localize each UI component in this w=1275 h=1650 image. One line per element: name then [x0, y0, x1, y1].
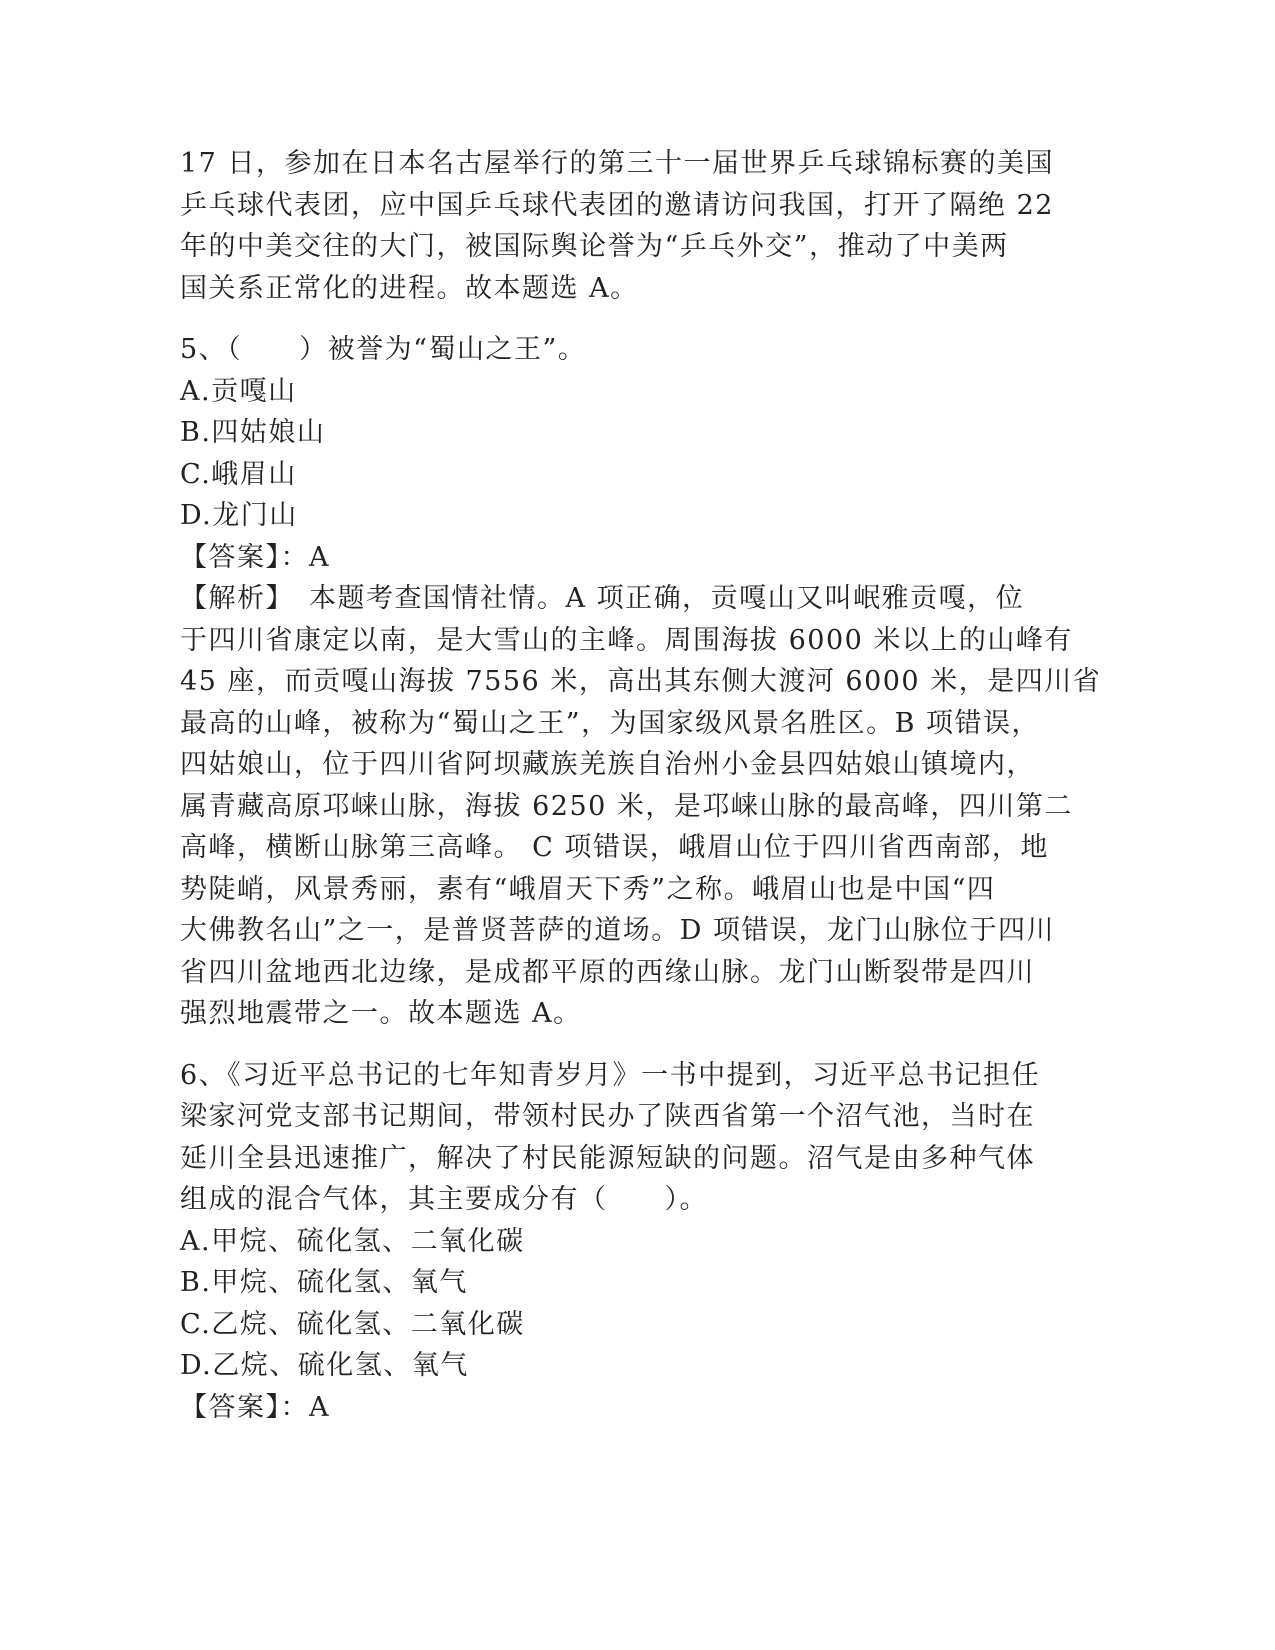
question-6: [180, 1055, 1050, 1429]
analysis-line: 属青藏高原邛崃山脉，海拔 6250 米，是邛崃山脉的最高峰，四川第二: [180, 790, 1073, 822]
analysis-line: 45 座，而贡嘎山海拔 7556 米，高出其东侧大渡河 6000 米，是四川省: [180, 666, 1102, 697]
option-c: C.乙烷、硫化氢、二氧化碳: [180, 1308, 525, 1340]
analysis-line: 【解析】 本题考查国情社情。A 项正确，贡嘎山又叫岷雅贡嘎，位: [180, 583, 1025, 614]
option-a: A.甲烷、硫化氢、二氧化碳: [180, 1225, 525, 1257]
analysis-line: 省四川盆地西北边缘，是成都平原的西缘山脉。龙门山断裂带是四川: [180, 956, 1035, 988]
intro-paragraph: [180, 143, 1054, 309]
spacer: [180, 309, 1050, 329]
question-5: [180, 329, 1102, 1035]
analysis-line: 最高的山峰，被称为“蜀山之王”，为国家级风景名胜区。B 项错误，: [180, 707, 1041, 739]
analysis-line: 势陡峭，风景秀丽，素有“峨眉天下秀”之称。峨眉山也是中国“四: [180, 873, 996, 905]
analysis-line: 四姑娘山，位于四川省阿坝藏族羌族自治州小金县四姑娘山镇境内，: [180, 749, 1035, 780]
option-b: B.四姑娘山: [180, 417, 326, 448]
text-line: 国关系正常化的进程。故本题选 A。: [180, 272, 639, 304]
answer-line: 【答案】：A: [180, 1391, 330, 1423]
option-a: A.贡嘎山: [180, 375, 297, 407]
question-stem: 组成的混合气体，其主要成分有（ ）。: [180, 1184, 708, 1215]
spacer: [180, 1035, 1050, 1055]
answer-line: 【答案】：A: [180, 541, 330, 573]
analysis-line: 强烈地震带之一。故本题选 A。: [180, 998, 582, 1029]
text-line: 17 日，参加在日本名古屋举行的第三十一届世界乒乓球锦标赛的美国: [180, 148, 1054, 179]
option-c: C.峨眉山: [180, 458, 297, 490]
question-stem: 5、（ ）被誉为“蜀山之王”。: [180, 334, 587, 365]
question-stem: 6、《习近平总书记的七年知青岁月》一书中提到，习近平总书记担任: [180, 1059, 1041, 1091]
option-d: D.龙门山: [180, 500, 298, 531]
text-line: 乒乓球代表团，应中国乒乓球代表团的邀请访问我国，打开了隔绝 22: [180, 189, 1054, 221]
text-line: 年的中美交往的大门，被国际舆论誉为“乒乓外交”，推动了中美两: [180, 231, 1009, 262]
question-stem: 延川全县迅速推广，解决了村民能源短缺的问题。沼气是由多种气体: [180, 1142, 1035, 1174]
analysis-line: 于四川省康定以南，是大雪山的主峰。周围海拔 6000 米以上的山峰有: [180, 624, 1073, 656]
question-stem: 梁家河党支部书记期间，带领村民办了陕西省第一个沼气池，当时在: [180, 1101, 1035, 1132]
analysis-line: 大佛教名山”之一，是普贤菩萨的道场。D 项错误，龙门山脉位于四川: [180, 915, 1056, 946]
option-d: D.乙烷、硫化氢、氧气: [180, 1350, 469, 1381]
analysis-line: 高峰，横断山脉第三高峰。 C 项错误，峨眉山位于四川省西南部，地: [180, 832, 1049, 863]
document-page: [180, 143, 1102, 1428]
option-b: B.甲烷、硫化氢、氧气: [180, 1267, 468, 1298]
